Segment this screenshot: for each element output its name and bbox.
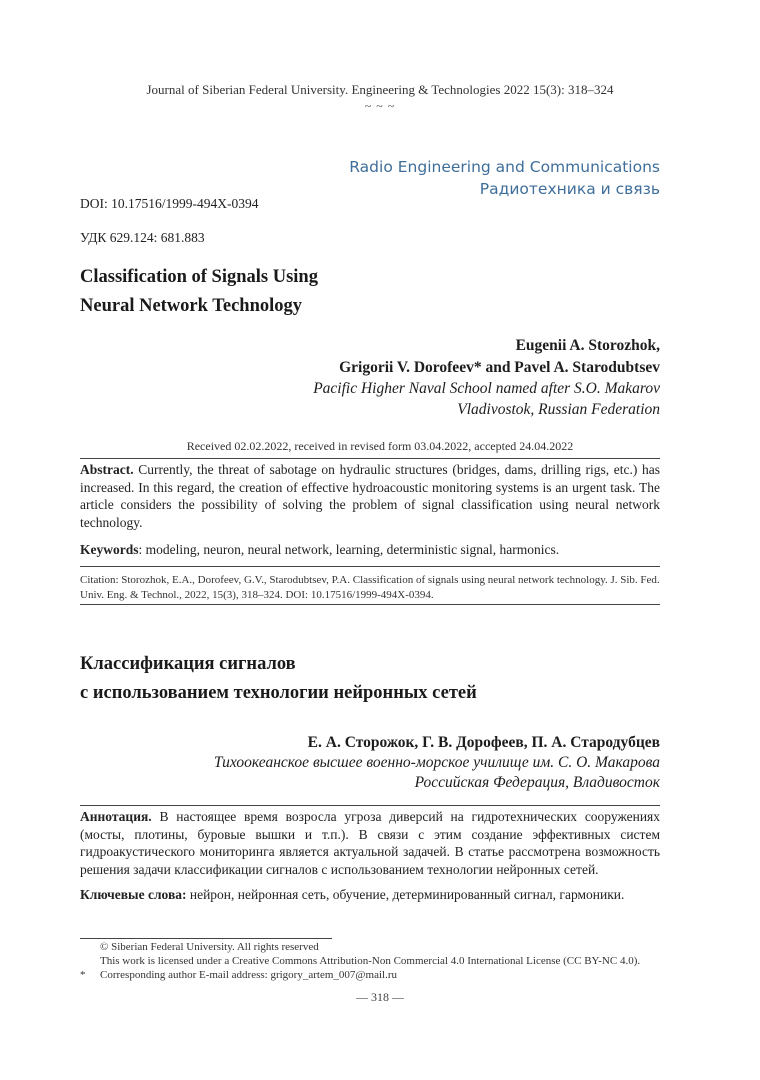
keywords-text: : modeling, neuron, neural network, learning, deterministic signal, harmonics. (138, 542, 560, 557)
received-dates: Received 02.02.2022, received in revised form 03.04.2022, accepted 24.04.2022 (186, 439, 574, 453)
footnote-copyright: © Siberian Federal University. All rights reserved (100, 941, 319, 953)
abstract-ru (80, 808, 660, 878)
divider (80, 566, 660, 567)
abstract-label: Abstract. (80, 462, 134, 477)
abstract-ru-text: В настоящее время возросла угроза диверсий на гидротехнических сооружениях (мосты, плотины, буровые вышки и т.п.). В связи с этим создание эффективных систем гидроакустического мониторинга является актуальной задачей. В статье рассмотрена возможность решения задачи классификации сигналов с использованием технологии нейронных сетей. (80, 809, 661, 877)
authors-en-line-1: Eugenii A. Storozhok, (515, 337, 660, 354)
title-ru-line-1: Классификация сигналов (80, 654, 296, 674)
affiliation-ru-line-1: Тихоокеанское высшее военно-морское училище им. С. О. Макарова (213, 754, 660, 771)
authors-en-line-2: Grigorii V. Dorofeev* and Pavel A. Starodubtsev (339, 359, 660, 376)
title-ru-line-2: с использованием технологии нейронных сетей (80, 683, 477, 703)
affiliation-en-line-2: Vladivostok, Russian Federation (457, 401, 660, 418)
divider (80, 805, 660, 806)
footnote-star: * (80, 969, 86, 981)
article-title-ru (80, 650, 477, 708)
keywords-label: Keywords (80, 542, 139, 557)
abstract-en (80, 461, 660, 531)
udk: УДК 629.124: 681.883 (80, 230, 205, 245)
footnote-license: This work is licensed under a Creative Commons Attribution-Non Commercial 4.0 International License (CC BY-NC 4.0). (100, 955, 641, 967)
authors-ru: Е. А. Сторожок, Г. В. Дорофеев, П. А. Стародубцев (307, 734, 660, 751)
keywords-ru (80, 886, 660, 904)
page-number: — 318 — (356, 990, 404, 1004)
header-ornament: ~ ~ ~ (364, 99, 396, 113)
footnote-corresponding: Corresponding author E-mail address: grigory_artem_007@mail.ru (100, 969, 397, 981)
footnote-rule (80, 938, 332, 939)
citation: Citation: Storozhok, E.A., Dorofeev, G.V., Starodubtsev, P.A. Classification of signals using neural network technology. J. Sib. Fed. Univ. Eng. & Technol., 2022, 15(3), 318–324. DOI: 10.17516/1999-494X-0394. (80, 574, 660, 601)
keywords-en (80, 541, 660, 559)
divider (80, 604, 660, 605)
abstract-text: Currently, the threat of sabotage on hydraulic structures (bridges, dams, drilling rigs, etc.) has increased. In this regard, the creation of effective hydroacoustic monitoring systems is an urgent task. The article considers the possibility of solving the problem of signal classification using neural network technology. (80, 462, 660, 530)
section-title-en: Radio Engineering and Communications (349, 158, 660, 176)
journal-header: Journal of Siberian Federal University. Engineering & Technologies 2022 15(3): 318–324 (146, 82, 614, 97)
affiliation-en-line-1: Pacific Higher Naval School named after S.O. Makarov (313, 380, 660, 397)
doi: DOI: 10.17516/1999-494X-0394 (80, 196, 259, 211)
divider (80, 458, 660, 459)
title-en-line-2: Neural Network Technology (80, 296, 302, 316)
abstract-ru-label: Аннотация. (80, 809, 152, 824)
section-title-ru: Радиотехника и связь (479, 180, 660, 198)
article-title-en (80, 263, 318, 321)
title-en-line-1: Classification of Signals Using (80, 267, 318, 287)
keywords-ru-text: нейрон, нейронная сеть, обучение, детерминированный сигнал, гармоники. (186, 887, 625, 902)
affiliation-ru-line-2: Российская Федерация, Владивосток (414, 774, 660, 791)
keywords-ru-label: Ключевые слова: (80, 887, 187, 902)
